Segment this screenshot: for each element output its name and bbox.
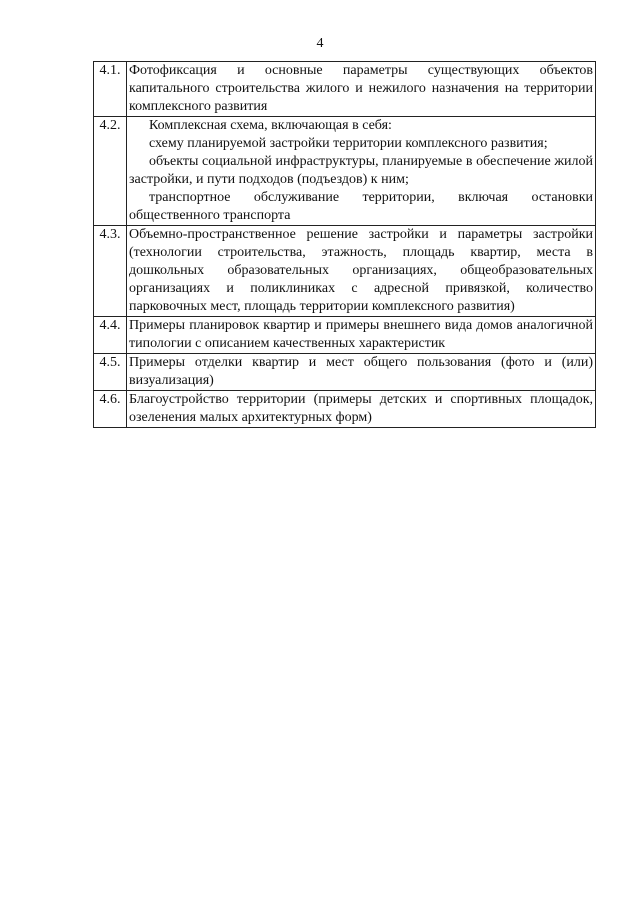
row-number: 4.6. — [94, 391, 127, 428]
table-row — [94, 354, 596, 391]
row-text: Примеры отделки квартир и мест общего пользования (фото и (или) визуализация) — [129, 355, 593, 388]
table-row — [94, 62, 596, 117]
row-text: Примеры планировок квартир и примеры внешнего вида домов аналогичной типологии с описанием качественных характеристик — [129, 318, 593, 351]
row-content — [127, 117, 596, 226]
row-content — [127, 317, 596, 354]
table-row — [94, 117, 596, 226]
table-row — [94, 317, 596, 354]
requirements-table — [93, 61, 596, 428]
row-number: 4.4. — [94, 317, 127, 354]
row-content — [127, 62, 596, 117]
row-number: 4.1. — [94, 62, 127, 117]
row-content — [127, 226, 596, 317]
row-number: 4.3. — [94, 226, 127, 317]
row-text: Благоустройство территории (примеры детских и спортивных площадок, озеленения малых архитектурных форм) — [129, 392, 593, 425]
row-text: Фотофиксация и основные параметры существующих объектов капитального строительства жилого и нежилого назначения на территории комплексного развития — [129, 63, 593, 114]
row-content — [127, 354, 596, 391]
row-text: объекты социальной инфраструктуры, планируемые в обеспечение жилой застройки, и пути подходов (подъездов) к ним; — [129, 154, 593, 187]
row-number: 4.5. — [94, 354, 127, 391]
row-text: Комплексная схема, включающая в себя: — [149, 118, 392, 133]
row-number: 4.2. — [94, 117, 127, 226]
row-content — [127, 391, 596, 428]
row-text: транспортное обслуживание территории, включая остановки общественного транспорта — [129, 190, 593, 223]
row-text: схему планируемой застройки территории комплексного развития; — [149, 136, 548, 151]
table-row — [94, 226, 596, 317]
row-text: Объемно-пространственное решение застройки и параметры застройки (технологии строительства, этажность, площадь квартир, места в дошкольных образовательных организациях, общеобразовательных организациях и поликлиниках с адресной привязкой, количество парковочных мест, площадь территории комплексного развития) — [129, 227, 593, 314]
table-row — [94, 391, 596, 428]
page-number: 4 — [316, 36, 324, 51]
